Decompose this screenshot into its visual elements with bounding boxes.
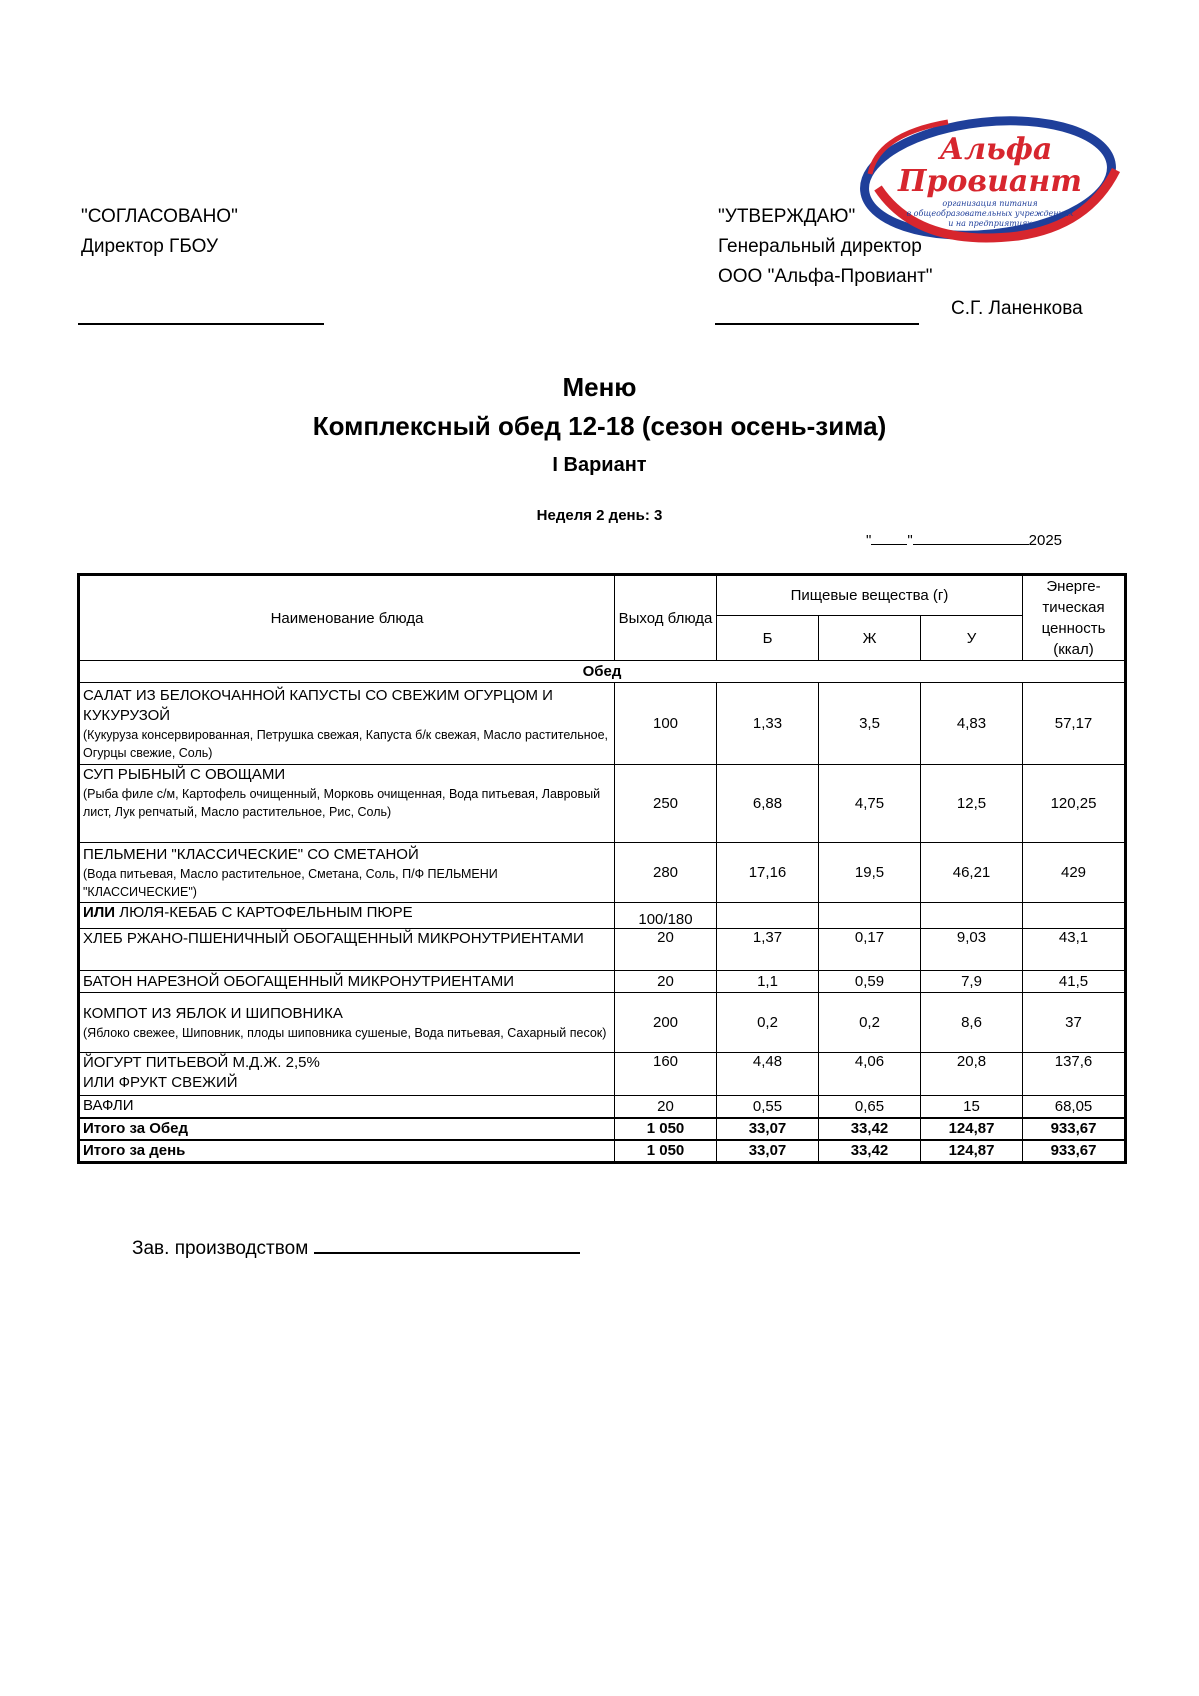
dish-fat: 0,17 — [819, 929, 921, 971]
dish-kcal: 120,25 — [1023, 765, 1126, 843]
total-carbs: 124,87 — [921, 1140, 1023, 1163]
dish-protein: 1,37 — [717, 929, 819, 971]
dish-protein: 1,1 — [717, 971, 819, 993]
header-protein: Б — [717, 616, 819, 661]
table-row — [79, 843, 1126, 903]
production-head-signature-line — [314, 1232, 580, 1254]
dish-kcal: 41,5 — [1023, 971, 1126, 993]
dish-cell — [79, 683, 615, 765]
logo-name-line1: Альфа — [939, 132, 1053, 167]
dish-fat: 0,59 — [819, 971, 921, 993]
dish-protein: 1,33 — [717, 683, 819, 765]
dish-yield: 20 — [615, 971, 717, 993]
total-fat: 33,42 — [819, 1140, 921, 1163]
approved-block — [81, 202, 238, 262]
week-day-label: Неделя 2 день: 3 — [536, 507, 663, 524]
dish-carbs: 7,9 — [921, 971, 1023, 993]
dish-yield: 200 — [615, 993, 717, 1053]
logo-tag-line2: в общеобразовательных учреждениях — [906, 209, 1074, 218]
header-yield: Выход блюда — [615, 575, 717, 661]
production-head-signature — [132, 1232, 580, 1260]
header-fat: Ж — [819, 616, 921, 661]
confirm-company: ООО "Альфа-Провиант" — [718, 266, 933, 287]
menu-table — [77, 573, 1127, 1164]
header-energy: Энерге-тическая ценность (ккал) — [1023, 575, 1126, 661]
variant-label: I Вариант — [552, 454, 647, 476]
total-yield: 1 050 — [615, 1118, 717, 1140]
dish-carbs: 12,5 — [921, 765, 1023, 843]
dish-cell — [79, 993, 615, 1053]
table-row — [79, 993, 1126, 1053]
production-head-label: Зав. производством — [132, 1238, 309, 1259]
dish-fat: 19,5 — [819, 843, 921, 903]
table-row — [79, 683, 1126, 765]
dish-name: КОМПОТ ИЗ ЯБЛОК И ШИПОВНИКА — [83, 1004, 343, 1022]
dish-kcal: 68,05 — [1023, 1096, 1126, 1118]
dish-protein: 0,55 — [717, 1096, 819, 1118]
dish-kcal: 429 — [1023, 843, 1126, 903]
table-row — [79, 765, 1126, 843]
dish-name: БАТОН НАРЕЗНОЙ ОБОГАЩЕННЫЙ МИКРОНУТРИЕНТАМИ — [79, 971, 615, 993]
dish-cell — [79, 765, 615, 843]
header-carbs: У — [921, 616, 1023, 661]
date-day-blank — [871, 530, 907, 545]
logo-ellipse-icon — [858, 108, 1123, 253]
dish-alternative: ИЛИ ФРУКТ СВЕЖИЙ — [83, 1074, 238, 1091]
total-protein: 33,07 — [717, 1140, 819, 1163]
dish-carbs: 9,03 — [921, 929, 1023, 971]
total-carbs: 124,87 — [921, 1118, 1023, 1140]
dish-protein: 0,2 — [717, 993, 819, 1053]
dish-carbs — [921, 903, 1023, 929]
company-logo — [858, 108, 1123, 253]
dish-fat: 4,75 — [819, 765, 921, 843]
total-protein: 33,07 — [717, 1118, 819, 1140]
dish-cell — [79, 903, 615, 929]
date-quote-close: " — [907, 532, 913, 549]
date-quote-open: " — [866, 532, 872, 549]
dish-carbs: 46,21 — [921, 843, 1023, 903]
dish-name: САЛАТ ИЗ БЕЛОКОЧАННОЙ КАПУСТЫ СО СВЕЖИМ ОГУРЦОМ И КУКУРУЗОЙ — [83, 686, 553, 724]
table-row — [79, 929, 1126, 971]
dish-name: СУП РЫБНЫЙ С ОВОЩАМИ — [83, 766, 286, 783]
dish-yield: 250 — [615, 765, 717, 843]
table-header-row — [79, 575, 1126, 616]
dish-kcal: 57,17 — [1023, 683, 1126, 765]
section-row — [79, 661, 1126, 683]
dish-carbs: 15 — [921, 1096, 1023, 1118]
dish-yield: 100/180 — [615, 903, 717, 929]
dish-kcal: 137,6 — [1023, 1053, 1126, 1096]
page-title: Меню — [562, 372, 637, 402]
signatory-name: С.Г. Ланенкова — [951, 298, 1083, 319]
date-field — [866, 530, 1062, 549]
total-row — [79, 1118, 1126, 1140]
dish-kcal: 43,1 — [1023, 929, 1126, 971]
logo-tag-line1: организация питания — [942, 199, 1038, 208]
dish-carbs: 8,6 — [921, 993, 1023, 1053]
dish-yield: 20 — [615, 929, 717, 971]
dish-name: ЙОГУРТ ПИТЬЕВОЙ М.Д.Ж. 2,5% — [83, 1054, 320, 1071]
dish-carbs: 4,83 — [921, 683, 1023, 765]
dish-ingredients: (Рыба филе с/м, Картофель очищенный, Морковь очищенная, Вода питьевая, Лавровый лист, Лук репчатый, Масло растительное, Рис, Соль) — [83, 787, 601, 819]
header-dish-name: Наименование блюда — [79, 575, 615, 661]
total-label: Итого за день — [79, 1140, 615, 1163]
table-row — [79, 971, 1126, 993]
total-kcal: 933,67 — [1023, 1140, 1126, 1163]
section-label: Обед — [79, 661, 1126, 683]
dish-protein: 17,16 — [717, 843, 819, 903]
dish-kcal — [1023, 903, 1126, 929]
dish-fat: 4,06 — [819, 1053, 921, 1096]
dish-name: ПЕЛЬМЕНИ "КЛАССИЧЕСКИЕ" СО СМЕТАНОЙ — [83, 845, 419, 863]
dish-ingredients: (Вода питьевая, Масло растительное, Сметана, Соль, П/Ф ПЕЛЬМЕНИ "КЛАССИЧЕСКИЕ") — [83, 866, 498, 899]
approved-signature-line — [78, 323, 324, 325]
total-row — [79, 1140, 1126, 1163]
total-yield: 1 050 — [615, 1140, 717, 1163]
approved-position: Директор ГБОУ — [81, 236, 219, 257]
dish-carbs: 20,8 — [921, 1053, 1023, 1096]
table-row — [79, 1096, 1126, 1118]
dish-ingredients: (Яблоко свежее, Шиповник, плоды шиповника сушеные, Вода питьевая, Сахарный песок) — [83, 1025, 607, 1040]
total-kcal: 933,67 — [1023, 1118, 1126, 1140]
logo-name-line2: Провиант — [898, 164, 1082, 199]
total-label: Итого за Обед — [79, 1118, 615, 1140]
dish-yield: 280 — [615, 843, 717, 903]
confirm-position: Генеральный директор — [718, 236, 922, 257]
dish-yield: 20 — [615, 1096, 717, 1118]
logo-tag-line3: и на предприятиях — [948, 219, 1032, 228]
dish-name: ХЛЕБ РЖАНО-ПШЕНИЧНЫЙ ОБОГАЩЕННЫЙ МИКРОНУТРИЕНТАМИ — [79, 929, 615, 971]
confirm-label: "УТВЕРЖДАЮ" — [718, 206, 856, 227]
dish-protein: 4,48 — [717, 1053, 819, 1096]
dish-kcal: 37 — [1023, 993, 1126, 1053]
dish-yield: 160 — [615, 1053, 717, 1096]
page-subtitle: Комплексный обед 12-18 (сезон осень-зима) — [312, 411, 887, 441]
dish-fat — [819, 903, 921, 929]
dish-ingredients: (Кукуруза консервированная, Петрушка свежая, Капуста б/к свежая, Масло растительное, Огурцы свежие, Соль) — [83, 727, 609, 760]
header-nutrients: Пищевые вещества (г) — [717, 575, 1023, 616]
date-month-blank — [913, 530, 1029, 545]
dish-fat: 0,65 — [819, 1096, 921, 1118]
dish-fat: 3,5 — [819, 683, 921, 765]
dish-name: ВАФЛИ — [79, 1096, 615, 1118]
table-row — [79, 1053, 1126, 1096]
total-fat: 33,42 — [819, 1118, 921, 1140]
dish-alternative-prefix: ИЛИ — [83, 904, 116, 921]
table-row — [79, 903, 1126, 929]
date-year: 2025 — [1028, 532, 1063, 549]
dish-cell — [79, 1053, 615, 1096]
dish-protein: 6,88 — [717, 765, 819, 843]
confirm-signature-line — [715, 323, 919, 325]
dish-fat: 0,2 — [819, 993, 921, 1053]
dish-cell — [79, 843, 615, 903]
dish-yield: 100 — [615, 683, 717, 765]
dish-protein — [717, 903, 819, 929]
dish-name: ЛЮЛЯ-КЕБАБ С КАРТОФЕЛЬНЫМ ПЮРЕ — [115, 904, 413, 921]
approved-label: "СОГЛАСОВАНО" — [81, 206, 238, 227]
